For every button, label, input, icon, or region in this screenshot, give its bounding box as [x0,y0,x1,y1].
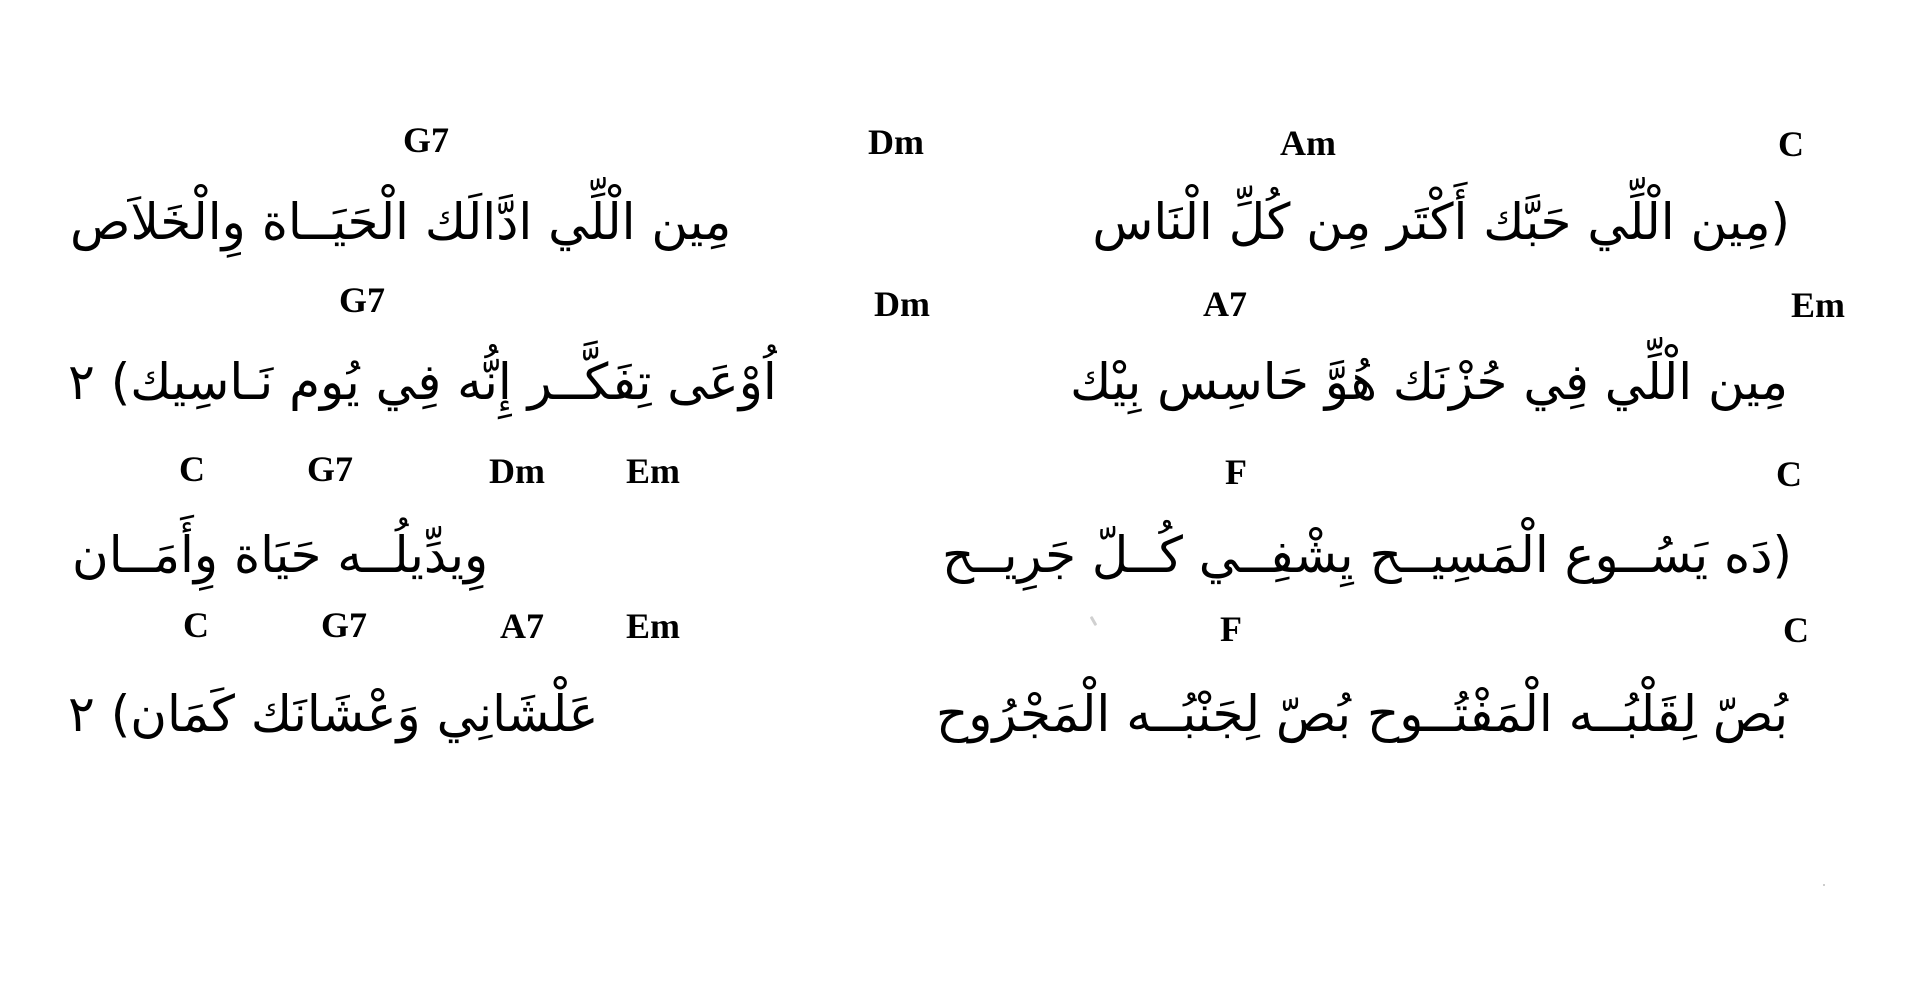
scan-speck [1090,616,1098,626]
lyric-segment-right: مِين الْلِّي فِي حُزْنَك هُوَّ حَاسِس بِيْك [1070,353,1788,411]
chord: G7 [320,605,368,645]
chord: G7 [338,280,386,320]
chord: Dm [489,451,545,491]
lyric-segment-left: وِيدِّيلُــه حَيَاة وِأَمَــان [72,526,489,584]
chord: Dm [868,122,924,162]
lyric-line [68,350,1788,414]
chord: Em [1791,285,1845,325]
chord: Em [626,606,680,646]
chord: G7 [306,449,354,489]
lyric-segment-right: (مِين الْلِّي حَبَّك أَكْتَر مِن كُلِّ الْنَاس [1092,193,1790,251]
scan-speck [1823,884,1825,886]
chord: C [1778,124,1804,164]
chord: C [183,605,209,645]
chord: G7 [402,120,450,160]
lyric-line [70,190,1790,254]
chord: C [1776,454,1802,494]
lyric-line [72,523,1792,587]
chord: A7 [1203,284,1247,324]
chord: C [1783,610,1809,650]
lyric-segment-right: بُصّ لِقَلْبُــه الْمَفْتُــوح بُصّ لِجَنْبُــه الْمَجْرُوح [935,685,1788,743]
chord: C [179,449,205,489]
chord: Em [626,451,680,491]
lyric-segment-right: (دَه يَسُــوع الْمَسِيــح يِشْفِــي كُــلّ جَرِيــح [942,526,1792,584]
chord: A7 [500,606,544,646]
lyric-line [68,682,1788,746]
chord: Dm [874,284,930,324]
lyric-segment-left: اُوْعَى تِفَكَّــر إِنُّه فِي يُوم نَـاسِيك) ٢ [68,353,777,411]
chord: Am [1280,123,1336,163]
chord: F [1225,452,1247,492]
chord: F [1220,609,1242,649]
lyric-segment-left: عَلْشَانِي وَعْشَانَك كَمَان) ٢ [68,685,599,743]
lyric-segment-left: مِين الْلِّي ادَّالَك الْحَيَــاة وِالْخَلاَص [70,193,732,251]
